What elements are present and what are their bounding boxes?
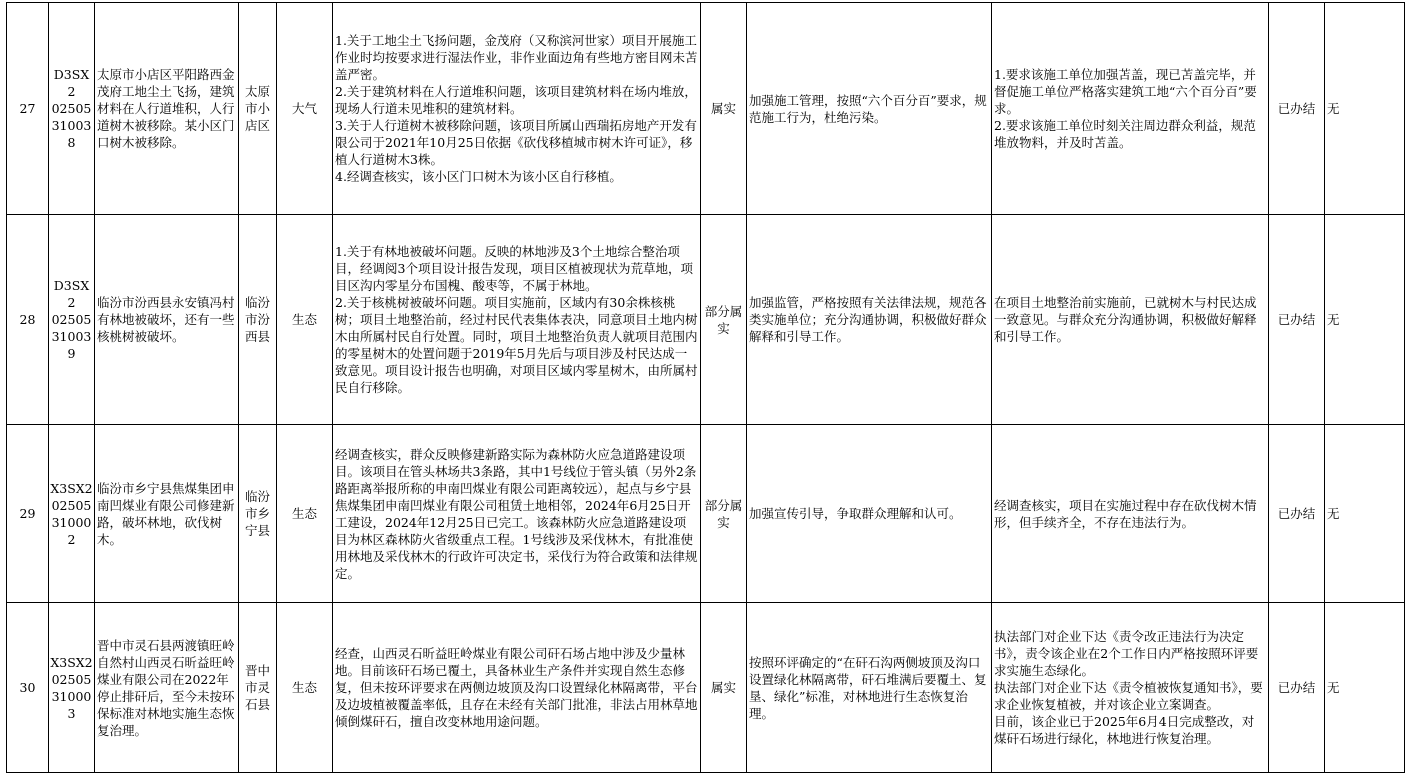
status: 已办结 [1269,425,1325,603]
rectification-progress: 1.要求该施工单位加强苫盖，现已苫盖完毕，并督促施工单位严格落实建筑工地“六个百分百”要求。 2.要求该施工单位时刻关注周边群众利益，规范堆放物料，并及时苫盖。 [992,3,1269,215]
table-row [7,3,1405,215]
investigation-findings: 1.关于工地尘土飞扬问题，金茂府（又称滨河世家）项目开展施工作业时均按要求进行湿法作业，非作业面边角有些地方密目网未苫盖严密。 2.关于建筑材料在人行道堆积问题，该项目建筑材料在场内堆放，现场人行道未见堆积的建筑材料。 3.关于人行道树木被移除问题，该项目所属山西瑞拓房地产开发有限公司于2021年10月25日依据《砍伐移植城市树木许可证》，移植人行道树木3株。 4.经调查核实，该小区门口树木为该小区自行移植。 [333,3,701,215]
handling-measures: 按照环评确定的“在矸石沟两侧坡顶及沟口设置绿化林隔离带，矸石堆满后要覆土、复垦、绿化”标准，对林地进行生态恢复治理。 [747,603,992,773]
pollution-category: 生态 [277,603,333,773]
verdict: 属实 [701,603,747,773]
rectification-progress: 执法部门对企业下达《责令改正违法行为决定书》，责令该企业在2个工作日内严格按照环评要求实施生态绿化。 执法部门对企业下达《责令植被恢复通知书》，要求企业恢复植被，并对该企业立案调查。 目前，该企业已于2025年6月4日完成整改，对煤矸石场进行绿化，林地进行恢复治理。 [992,603,1269,773]
pollution-category: 生态 [277,425,333,603]
handling-measures: 加强监管，严格按照有关法律法规，规范各类实施单位；充分沟通协调，积极做好群众解释和引导工作。 [747,215,992,425]
issue-description: 临汾市汾西县永安镇冯村有林地被破坏，还有一些核桃树被破坏。 [95,215,239,425]
verdict: 部分属实 [701,425,747,603]
accountability: 无 [1325,3,1405,215]
status: 已办结 [1269,3,1325,215]
region: 临汾市乡宁县 [239,425,277,603]
investigation-findings: 1.关于有林地被破坏问题。反映的林地涉及3个土地综合整治项目，经调阅3个项目设计报告发现，项目区植被现状为荒草地，项目区沟内零星分布国槐、酸枣等，不属于林地。 2.关于核桃树被破坏问题。项目实施前，区域内有30余株核桃树；项目土地整治前，经过村民代表集体表决，同意项目土地内树木由所属村民自行处置。同时，项目土地整治负责人就项目范围内的零星树木的处置问题于2019年5月先后与项目涉及村民达成一致意见。项目设计报告也明确，对项目区域内零星树木，由所属村民自行移除。 [333,215,701,425]
row-number: 27 [7,3,49,215]
issue-description: 晋中市灵石县两渡镇旺岭自然村山西灵石昕益旺岭煤业有限公司在2022年停止排矸后，至今未按环保标准对林地实施生态恢复治理。 [95,603,239,773]
rectification-progress: 在项目土地整治前实施前，已就树木与村民达成一致意见。与群众充分沟通协调，积极做好解释和引导工作。 [992,215,1269,425]
case-code: X3SX2 02505 31000 2 [49,425,95,603]
status: 已办结 [1269,215,1325,425]
investigation-findings: 经调查核实，群众反映修建新路实际为森林防火应急道路建设项目。该项目在管头林场共3条路，其中1号线位于管头镇（另外2条路距离举报所称的申南凹煤业有限公司距离较远），起点与乡宁县焦煤集团申南凹煤业有限公司租赁土地相邻，2024年6月25日开工建设，2024年12月25日已完工。该森林防火应急道路建设项目为林区森林防火省级重点工程。1号线涉及采伐林木，有批准使用林地及采伐林木的行政许可决定书，采伐行为符合政策和法律规定。 [333,425,701,603]
verdict: 属实 [701,3,747,215]
status: 已办结 [1269,603,1325,773]
handling-measures: 加强施工管理，按照“六个百分百”要求，规范施工行为，杜绝污染。 [747,3,992,215]
accountability: 无 [1325,215,1405,425]
handling-measures: 加强宣传引导，争取群众理解和认可。 [747,425,992,603]
issue-description: 临汾市乡宁县焦煤集团申南凹煤业有限公司修建新路，破坏林地，砍伐树木。 [95,425,239,603]
case-code: D3SX2 02505 31003 9 [49,215,95,425]
accountability: 无 [1325,603,1405,773]
accountability: 无 [1325,425,1405,603]
complaint-table [6,2,1405,773]
region: 临汾市汾西县 [239,215,277,425]
row-number: 28 [7,215,49,425]
row-number: 30 [7,603,49,773]
table-row [7,425,1405,603]
investigation-findings: 经查，山西灵石昕益旺岭煤业有限公司矸石场占地中涉及少量林地。目前该矸石场已覆土，具备林业生产条件并实现自然生态修复，但未按环评要求在两侧边坡顶及沟口设置绿化林隔离带，平台及边坡植被覆盖率低，且存在未经有关部门批准，非法占用林草地倾倒煤矸石，擅自改变林地用途问题。 [333,603,701,773]
case-code: D3SX2 02505 31003 8 [49,3,95,215]
table-row [7,215,1405,425]
rectification-progress: 经调查核实，项目在实施过程中存在砍伐树木情形，但手续齐全，不存在违法行为。 [992,425,1269,603]
verdict: 部分属实 [701,215,747,425]
table-row [7,603,1405,773]
pollution-category: 大气 [277,3,333,215]
pollution-category: 生态 [277,215,333,425]
case-code: X3SX2 02505 31000 3 [49,603,95,773]
issue-description: 太原市小店区平阳路西金茂府工地尘土飞扬，建筑材料在人行道堆积，人行道树木被移除。某小区门口树木被移除。 [95,3,239,215]
region: 太原市小店区 [239,3,277,215]
region: 晋中市灵石县 [239,603,277,773]
row-number: 29 [7,425,49,603]
